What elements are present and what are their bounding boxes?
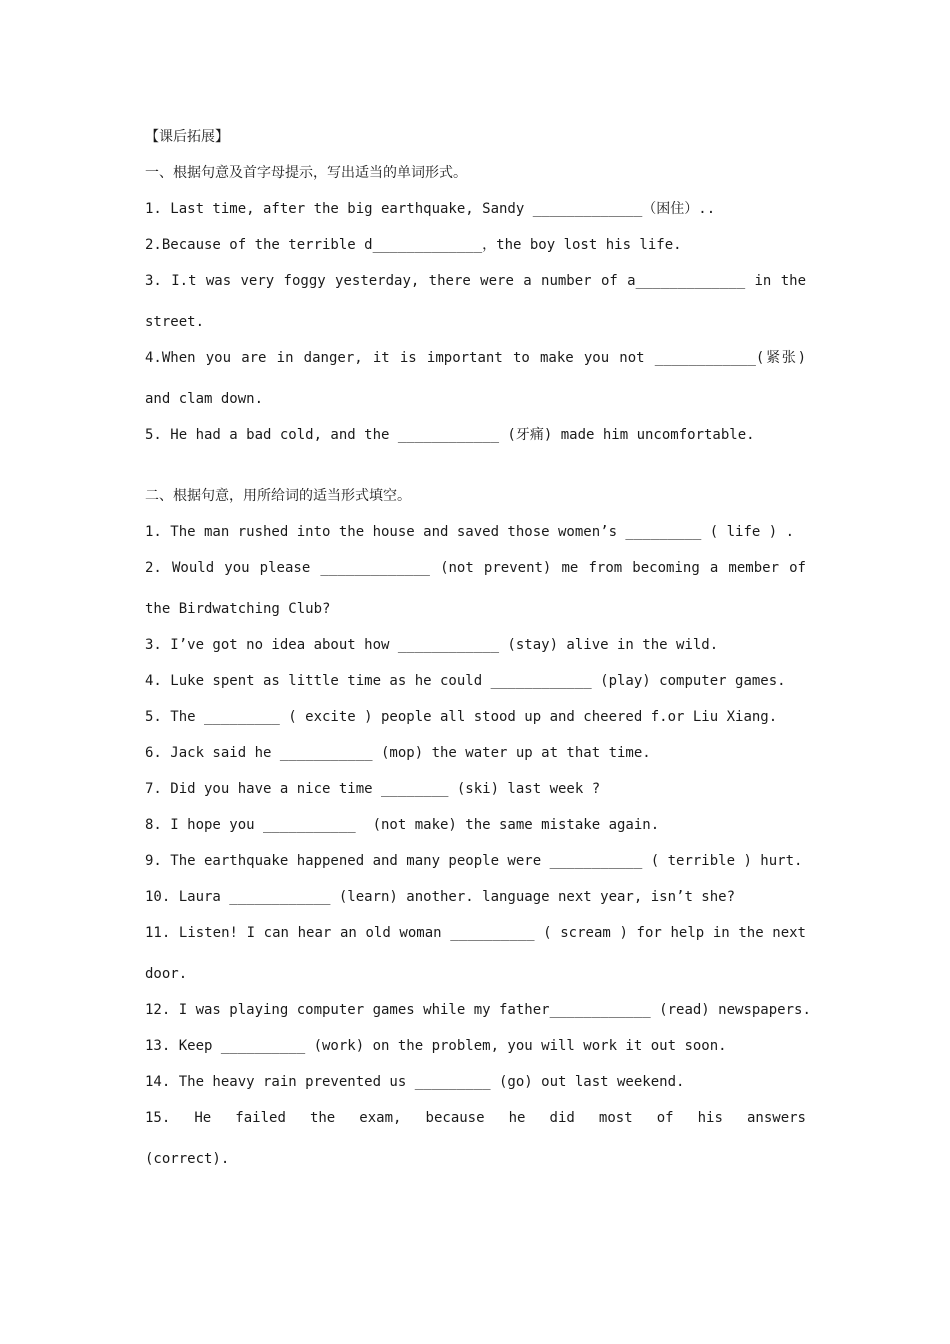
part2-question-5: 5. The _________ ( excite ) people all stood up and cheered f.or Liu Xiang. [145, 709, 778, 725]
part2-question-12: 12. I was playing computer games while my father____________ (read) newspapers. [145, 1002, 811, 1018]
part2-question-11: 11. Listen! I can hear an old woman __________ ( scream ) for help in the next [145, 925, 806, 941]
part2-question-4: 4. Luke spent as little time as he could ____________ (play) computer games. [145, 673, 786, 689]
part1-title: 一、根据句意及首字母提示，写出适当的单词形式。 [145, 165, 467, 181]
section-title: 【课后拓展】 [145, 129, 229, 145]
part1-question-4: 4.When you are in danger, it is important to make you not ____________(紧张) [145, 350, 806, 366]
part2-question-14: 14. The heavy rain prevented us _________ (go) out last weekend. [145, 1074, 685, 1090]
part2-question-15-cont: (correct). [145, 1151, 230, 1167]
part1-question-2: 2.Because of the terrible d_____________，the boy lost his life. [145, 237, 682, 253]
part2-title: 二、根据句意，用所给词的适当形式填空。 [145, 488, 411, 504]
part2-question-10: 10. Laura ____________ (learn) another. language next year, isn’t she? [145, 889, 736, 905]
part1-question-4-cont: and clam down. [145, 391, 264, 407]
part1-question-3: 3. I.t was very foggy yesterday, there were a number of a_____________ in the [145, 273, 806, 289]
part2-question-6: 6. Jack said he ___________ (mop) the water up at that time. [145, 745, 651, 761]
part2-question-2: 2. Would you please _____________ (not prevent) me from becoming a member of [145, 560, 806, 576]
part2-question-7: 7. Did you have a nice time ________ (ski) last week ? [145, 781, 601, 797]
part2-question-3: 3. I’ve got no idea about how ____________ (stay) alive in the wild. [145, 637, 719, 653]
part1-question-1: 1. Last time, after the big earthquake, Sandy _____________（困住）.. [145, 201, 716, 217]
part2-question-15: 15. He failed the exam, because he did most of his answers [145, 1110, 806, 1126]
part2-question-9: 9. The earthquake happened and many people were ___________ ( terrible ) hurt. [145, 853, 803, 869]
part2-question-13: 13. Keep __________ (work) on the problem, you will work it out soon. [145, 1038, 727, 1054]
part2-question-8: 8. I hope you ___________ (not make) the same mistake again. [145, 817, 660, 833]
part2-question-2-cont: the Birdwatching Club? [145, 601, 331, 617]
part1-question-5: 5. He had a bad cold, and the ____________ (牙痛) made him uncomfortable. [145, 427, 755, 443]
part2-question-11-cont: door. [145, 966, 188, 982]
part1-question-3-cont: street. [145, 314, 205, 330]
part2-question-1: 1. The man rushed into the house and saved those women’s _________ ( life ) . [145, 524, 795, 540]
